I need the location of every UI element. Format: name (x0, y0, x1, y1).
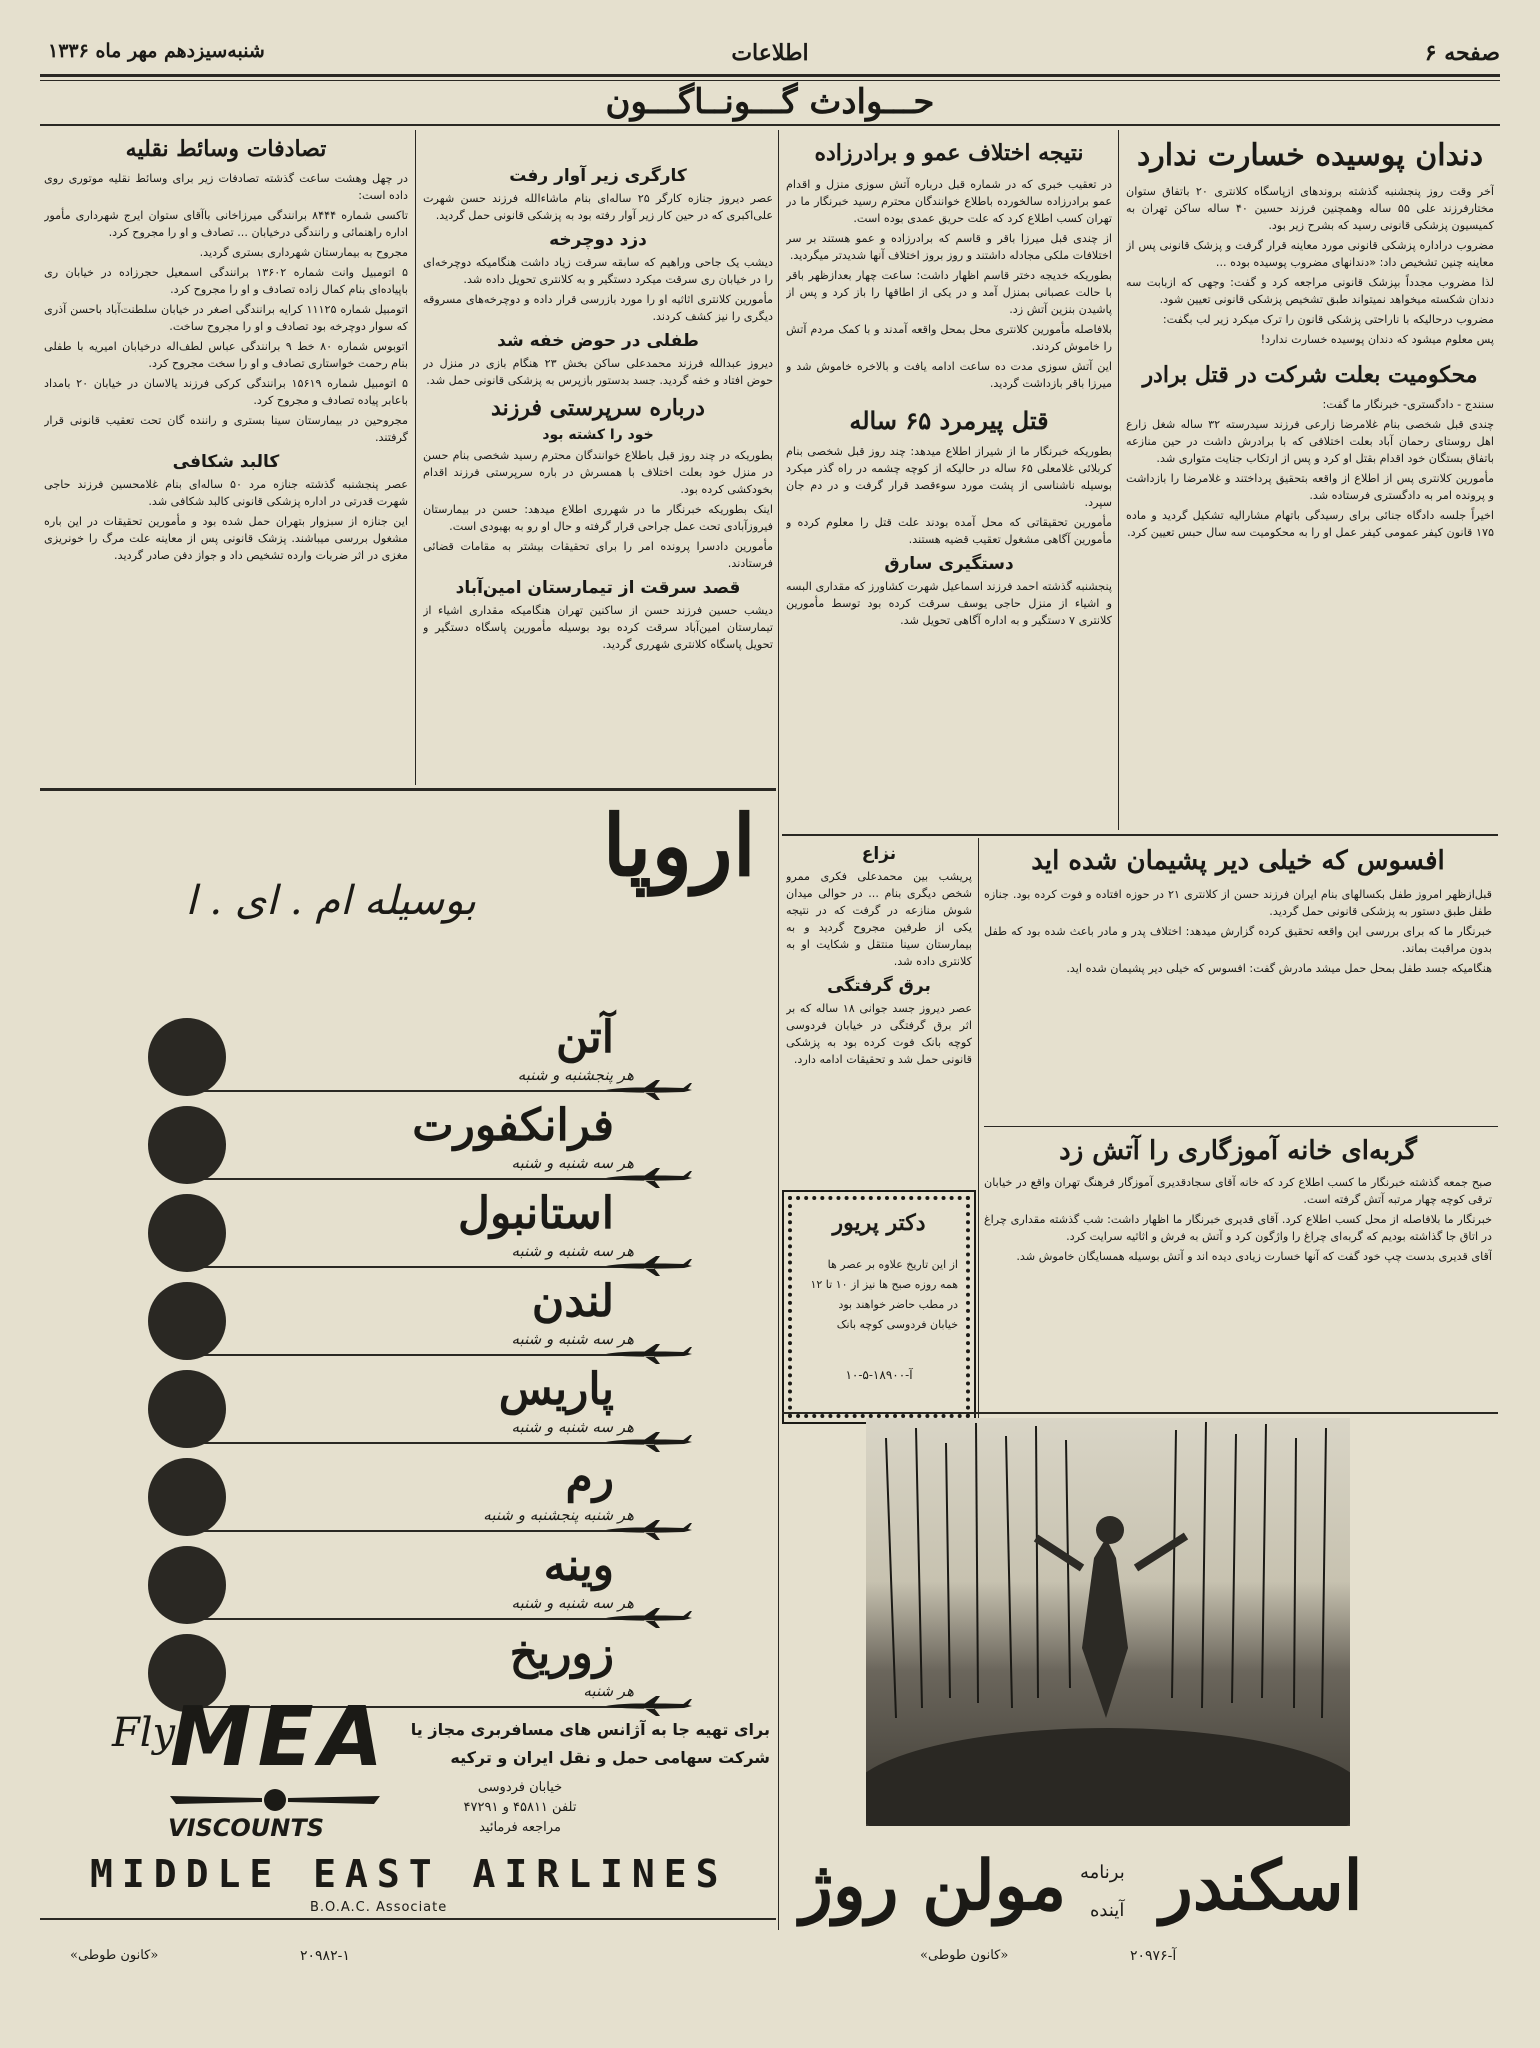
article-title-autopsy: کالبد شکافی (172, 452, 280, 472)
banner-rule (40, 124, 1500, 126)
ad-doctor (782, 1190, 976, 1424)
ad-code: ۲۰۹۸۲-۱ (300, 1948, 350, 1964)
city-days: هر سه شنبه و شنبه (511, 1330, 634, 1348)
ad-doctor-line: از این تاریخ علاوه بر عصر ها (827, 1258, 958, 1271)
article-paragraph: آقای قدیری بدست چپ خود گفت که آنها خسارت زیادی دیده اند و آتش بوسیله همسایگان خاموش شد. (1016, 1250, 1492, 1263)
city-name: آتن (556, 1012, 614, 1063)
article-paragraph: ۵ اتومبیل وانت شماره ۱۳۶۰۲ برانندگی اسمعیل حجرزاده در خیابان ری باپیاده‌ای بنام کمال زاده تصادف و او را مجروح کرد. (44, 266, 408, 296)
city-days: هر شنبه (583, 1682, 634, 1700)
column-accidents (44, 132, 408, 782)
section-rule (984, 1126, 1498, 1127)
film-agency: «کانون طوطی» (920, 1948, 1009, 1963)
article-title-quarrel: نزاع (861, 844, 897, 864)
article-title-arrest: دستگیری سارق (884, 554, 1014, 574)
article-paragraph: مأمورین تحقیقاتی که محل آمده بودند علت قتل را معلوم کرده و مأمورین آگاهی مشغول تعقیب قضیه هستند. (786, 516, 1112, 546)
film-program: برنامه (1080, 1862, 1125, 1883)
article-title-drowned: طفلی در حوض خفه شد (497, 331, 699, 351)
article-paragraph: هنگامیکه جسد طفل بمحل حمل میشد مادرش گفت: افسوس که خیلی دیر پشیمان شده اید. (1066, 962, 1492, 975)
article-title-lightning: برق گرفتگی (827, 976, 931, 996)
article-paragraph: در تعقیب خبری که در شماره قبل درباره آتش سوزی منزل و اقدام عمو برادرزاده سالخورده باطلاع خوانندگان محترم رسید خبرنگار ما در تهران کسب اطلاع کرد که علت حریق عمدی بوده است. (786, 178, 1112, 225)
city-landmark-icon (148, 1370, 226, 1448)
article-title-cat: گربه‌ای خانه آموزگاری را آتش زد (1059, 1136, 1417, 1166)
column-regret (984, 838, 1492, 1126)
city-days: هر شنبه پنجشنبه و شنبه (483, 1506, 634, 1524)
city-days: هر پنجشنبه و شنبه (517, 1066, 634, 1084)
city-name: استانبول (458, 1188, 614, 1239)
col-divider (778, 130, 779, 1930)
article-title-accidents: تصادفات وسائط نقلیه (125, 136, 327, 162)
article-paragraph: صبح جمعه گذشته خبرنگار ما کسب اطلاع کرد که خانه آقای سجادقدیری آموزگار فرهنگ تهران واقع در خیابان ترقی کوچه چهار مرتبه آتش گرفته است. (984, 1176, 1492, 1206)
ad-address: خیابان فردوسی (477, 1780, 563, 1795)
ad-doctor-code: آ-۱۸۹۰۰-۵-۱۰ (845, 1368, 913, 1382)
route-line (192, 1178, 649, 1180)
ad-bottom-rule (40, 1918, 776, 1920)
plane-icon (604, 1168, 694, 1188)
city-landmark-icon (148, 1546, 226, 1624)
film-title: اسکندر (1160, 1846, 1363, 1926)
article-paragraph: لذا مضروب مجدداً بپزشک قانونی مراجعه کرد و گفت: وجهی که ازبابت سه دندان شکسته میخواهد نمیتواند طبق تشخیص پزشکی قانونی تعیین شود. (1126, 276, 1494, 306)
ad-booking: برای تهیه جا به آژانس های مسافربری مجاز یا (410, 1720, 770, 1739)
city-name: فرانکفورت (412, 1100, 614, 1151)
city-landmark-icon (148, 1458, 226, 1536)
article-title-teeth: دندان پوسیده خسارت ندارد (1136, 138, 1484, 173)
plane-icon (604, 1696, 694, 1716)
city-name: لندن (531, 1276, 614, 1327)
article-paragraph: خبرنگار ما که برای بررسی این واقعه تحقیق کرده گزارش میدهد: اختلاف پدر و مادر باعث شده بود که طفل بدون مراقبت بماند. (984, 925, 1492, 955)
article-paragraph: اینک بطوریکه خبرنگار ما در شهرری اطلاع میدهد: حسن در بیمارستان فیروزآبادی تحت عمل جراحی قرار گرفته و حال او رو به بهبودی است. (423, 503, 773, 533)
city-name: زوریخ (509, 1628, 614, 1679)
article-paragraph: این آتش سوزی مدت ده ساعت ادامه یافت و بالاخره خاموش شد و میرزا باقر بازداشت گردید. (786, 360, 1112, 390)
ad-doctor-name: دکتر پریور (832, 1210, 926, 1236)
article-paragraph: بطوریکه خدیجه دختر قاسم اظهار داشت: ساعت چهار بعدازظهر باقر با حالت عصبانی بمنزل آمد و در یکی از اطاقها را باز کرد و پس از پاشیدن بنزین آتش زد. (786, 269, 1112, 316)
plane-icon (604, 1080, 694, 1100)
article-paragraph: مأمورین دادسرا پرونده امر را برای تحقیقات بیشتر به مقامات قضائی فرستادند. (423, 540, 773, 570)
city-days: هر سه شنبه و شنبه (511, 1242, 634, 1260)
column-uncle (786, 132, 1112, 832)
ad-doctor-line: خیابان فردوسی کوچه بانک (836, 1318, 958, 1331)
ad-doctor-line: همه روزه صبح ها نیز از ۱۰ تا ۱۲ (810, 1278, 958, 1291)
ad-agency: «کانون طوطی» (70, 1948, 159, 1963)
film-photo (866, 1418, 1350, 1826)
article-paragraph: عصر دیروز جسد جوانی ۱۸ ساله که بر اثر برق گرفتگی در خیابان فردوسی کوچه بانک فوت کرده بود به پزشکی قانونی حمل شد و تحقیقات ادامه دارد. (786, 1002, 972, 1066)
article-title-uncle: نتیجه اختلاف عمو و برادرزاده (814, 140, 1084, 166)
city-name: رم (565, 1452, 614, 1503)
article-title-brother: محکومیت بعلت شرکت در قتل برادر (1142, 362, 1478, 388)
article-paragraph: آخر وقت روز پنجشنبه گذشته بروندهای ازپاسگاه کلانتری ۲۰ باتفاق ستوان مختارفرزند علی ۵۵ ساله وهمچنین فرزند حسین ۴۰ ساله ساکن تهران به کمیسیون پزشکی قانونی رسید که بشرح زیر بود. (1126, 185, 1494, 232)
article-paragraph: بطوریکه خبرنگار ما از شیراز اطلاع میدهد: چند روز قبل شخصی بنام کربلائی غلامعلی ۶۵ ساله در حالیکه از کوچه چشمه در راه گذر میکرد بوسیله ناشناسی از پشت مورد سوءقصد قرار گرفت و در دم جان سپرد. (786, 445, 1112, 509)
spears-graphic (866, 1418, 1350, 1826)
plane-icon (604, 1432, 694, 1452)
mea-fly-text: Fly (112, 1710, 176, 1756)
route-line (192, 1354, 649, 1356)
ad-doctor-line: در مطب حاضر خواهند بود (838, 1298, 958, 1311)
mea-boac: B.O.A.C. Associate (310, 1900, 448, 1915)
banner-title: حـــوادث گـــونــاگـــون (605, 82, 935, 122)
ad-phone: تلفن ۴۵۸۱۱ و ۴۷۲۹۱ (463, 1800, 577, 1815)
cat-fire-article-visible (984, 1130, 1492, 1410)
article-subtitle-custody: خود را کشته بود (542, 427, 654, 443)
article-paragraph: مضروب درحالیکه با ناراحتی پزشکی قانون را ترک میکرد زیر لب بگفت: (1162, 313, 1494, 326)
article-paragraph: عصر پنجشنبه گذشته جنازه مرد ۵۰ ساله‌ای بنام غلامحسین فرزند حاجی شهرت قدرتی در اداره پزشکی قانونی کالبد شکافی شد. (44, 478, 408, 508)
article-title-worker: کارگری زیر آوار رفت (509, 166, 687, 186)
ad-refer: مراجعه فرمائید (479, 1820, 561, 1835)
article-paragraph: پنجشنبه گذشته احمد فرزند اسماعیل شهرت کشاورز که مقداری البسه و اشیاء از منزل حاجی یوسف سرقت کرده بود توسط مأمورین کلانتری ۷ دستگیر و به اداره آگاهی تحویل شد. (786, 580, 1112, 627)
ad-company: شرکت سهامی حمل و نقل ایران و ترکیه (450, 1748, 770, 1767)
city-days: هر سه شنبه و شنبه (511, 1418, 634, 1436)
column-teeth (1126, 132, 1494, 832)
article-paragraph: سنندج - دادگستری- خبرنگار ما گفت: (1322, 398, 1494, 411)
route-line (192, 1442, 649, 1444)
city-days: هر سه شنبه و شنبه (511, 1594, 634, 1612)
article-paragraph: بلافاصله مأمورین کلانتری محل بمحل واقعه آمدند و با کمک مردم آتش را خاموش کردند. (786, 323, 1112, 353)
plane-icon (604, 1344, 694, 1364)
article-paragraph: قبل‌ازظهر امروز طفل بکسالهای بنام ایران فرزند حسن از کلانتری ۲۱ در حوزه افتاده و فوت کرده بود. جنازه طفل طبق دستور به پزشکی قانونی حمل گردید. (984, 888, 1492, 918)
article-paragraph: اتومبیل شماره ۱۱۱۲۵ کرایه برانندگی اصغر در خیابان سلطنت‌آباد باحسن آذری که سوار دوچرخه بود تصادف و او را مجروح ساخت. (44, 303, 408, 333)
city-name: وینه (543, 1540, 614, 1591)
article-title-amin-abad: قصد سرقت از تیمارستان امین‌آباد (455, 578, 741, 598)
article-paragraph: مضروب دراداره پزشکی قانونی مورد معاینه قرار گرفت و پزشک قانونی پس از معاینه چنین تشخیص داد: «دندانهای مضروب پوسیده بوده ... (1126, 239, 1494, 269)
city-landmark-icon (148, 1282, 226, 1360)
article-paragraph: از چندی قبل میرزا باقر و قاسم که برادرزاده و عمو هستند بر سر اختلافات ملکی مجادله داشتند و روز بروز اختلاف آنها شدیدتر میگردید. (786, 232, 1112, 262)
article-paragraph: خبرنگار ما بلافاصله از محل کسب اطلاع کرد. آقای قدیری خبرنگار ما اظهار داشت: شب گذشته مقداری چراغ در اتاق جا گذاشته بودیم که گربه‌ای چراغ را واژگون کرد و آتش به فرش و اثاثیه سرایت کرد. (984, 1213, 1492, 1243)
article-paragraph: بطوریکه در چند روز قبل باطلاع خوانندگان محترم رسید شخصی بنام حسن در منزل خود بعلت اختلاف با همسرش در باره سرپرستی فرزند اقدام بخودکشی کرده بود. (423, 449, 773, 496)
route-line (192, 1090, 649, 1092)
film-cinema: مولن روژ (800, 1846, 1067, 1926)
article-title-bicycle: دزد دوچرخه (549, 230, 647, 250)
article-paragraph: اخیراً جلسه دادگاه جنائی برای رسیدگی باتهام مشارالیه تشکیل گردید و ماده ۱۷۵ قانون کیفر عمومی کیفر عمل او را به محکومیت سه سال حبس تعیین کرد. (1126, 509, 1494, 539)
route-line (192, 1530, 649, 1532)
issue-date: شنبه‌سیزدهم مهر ماه ۱۳۳۶ (48, 40, 265, 62)
article-paragraph: تاکسی شماره ۸۴۴۴ برانندگی میرزاخانی باآقای ستوان ایرج شهرداری مأمور اداره راهنمائی و رانندگی درخیابان ... تصادف و او را مجروح کرد. (44, 209, 408, 239)
col-divider (1118, 130, 1119, 830)
column-worker (423, 160, 773, 780)
header-rule-thin (40, 80, 1500, 81)
city-landmark-icon (148, 1194, 226, 1272)
city-landmark-icon (148, 1106, 226, 1184)
section-rule (782, 834, 1498, 836)
newspaper-name: اطلاعات (731, 40, 809, 66)
mea-viscounts: VISCOUNTS (168, 1814, 325, 1842)
article-paragraph: در چهل وهشت ساعت گذشته تصادفات زیر برای وسائط نقلیه موتوری روی داده است: (44, 172, 408, 202)
plane-icon (604, 1520, 694, 1540)
mea-wings-icon (170, 1786, 380, 1814)
article-title-custody: درباره سرپرستی فرزند (491, 395, 705, 421)
article-paragraph: پریشب بین محمدعلی فکری ممرو شخص دیگری بنام ... در حوالی میدان شوش منازعه در گرفت که در نتیجه یکی از طرفین مجروح گردید و به بیمارستان سینا منتقل و شکایت او به کلانتری داده شد. (786, 870, 972, 968)
plane-icon (604, 1256, 694, 1276)
article-paragraph: مأمورین کلانتری پس از اطلاع از واقعه بتحقیق پرداختند و غلامرضا را بازداشت و پرونده امر به دادگستری فرستاده شد. (1126, 472, 1494, 502)
ad-headline: اروپا (602, 796, 756, 895)
article-paragraph: اتوبوس شماره ۸۰ خط ۹ برانندگی عباس لطف‌اله درخیابان امیریه با طفلی بنام رحمت خواستاری تصادف و او را سخت مجروح کرد. (44, 340, 408, 370)
film-code: آ-۲۰۹۷۶ (1130, 1948, 1177, 1964)
article-paragraph: دیشب حسین فرزند حسن از ساکنین تهران هنگامیکه مقداری اشیاء از تیمارستان امین‌آباد سرقت کرده بود بوسیله مأمورین پاسگاه دستگیر و تحویل پاسگاه کلانتری شهرری گردید. (423, 604, 773, 651)
column-quarrel (786, 838, 972, 1188)
col-divider (415, 130, 416, 785)
mea-logo: MEA (170, 1690, 390, 1785)
article-paragraph: دیشب یک جاحی وراهیم که سابقه سرقت زیاد داشت هنگامیکه دوچرخه‌ای را در خیابان ری سرقت میکرد دستگیر و به کلانتری تحویل داده شد. (423, 256, 773, 286)
ad-subline: بوسیله ام . ای . ا (185, 878, 476, 924)
article-paragraph: مجروح به بیمارستان شهرداری بستری گردید. (199, 246, 408, 259)
article-paragraph: مجروحین در بیمارستان سینا بستری و راننده گان تحت تعقیب قانونی قرار گرفتند. (44, 414, 408, 444)
article-paragraph: عصر دیروز جنازه کارگر ۲۵ ساله‌ای بنام ماشاءالله فرزند حسن شهرت علی‌اکبری که در حین کار زیر آوار رفته بود به پزشکی قانونی حمل گردید. (423, 192, 773, 222)
header-rule (40, 74, 1500, 77)
city-days: هر سه شنبه و شنبه (511, 1154, 634, 1172)
route-line (192, 1266, 649, 1268)
article-paragraph: چندی قبل شخصی بنام غلامرضا زارعی فرزند سیدرسته ۳۲ ساله شغل زارع اهل روستای رحمان آباد بعلت اختلافی که با برادرش داشت در حین منازعه باتفاق بستگان خود اقدام بقتل او کرد و پس از ارتکاب جنایت متواری شد. (1126, 418, 1494, 465)
film-upcoming: آینده (1090, 1900, 1125, 1921)
city-name: پاریس (498, 1364, 614, 1415)
article-paragraph: دیروز عبدالله فرزند محمدعلی ساکن بخش ۲۳ هنگام بازی در منزل در حوض افتاد و خفه گردید. جسد بدستور بازپرس به پزشکی قانونی حمل شد. (423, 357, 773, 387)
article-paragraph: ۵ اتومبیل شماره ۱۵۶۱۹ برانندگی کرکی فرزند یالاسان در خیابان ۲۰ بامداد باعابر پیاده تصادف و مجروح کرد. (44, 377, 408, 407)
ad-divider (40, 788, 776, 791)
plane-icon (604, 1608, 694, 1628)
article-title-murder65: قتل پیرمرد ۶۵ ساله (849, 406, 1049, 435)
article-title-regret: افسوس که خیلی دیر پشیمان شده اید (1031, 846, 1445, 876)
article-paragraph: پس معلوم میشود که دندان پوسیده خسارت ندارد! (1260, 333, 1494, 346)
article-paragraph: این جنازه از سبزوار بتهران حمل شده بود و مأمورین تحقیقات در این باره مشغول بررسی میباشند. پزشک قانونی پس از معاینه علت مرگ را خونریزی مغزی در اثر ضربات وارده تشخیص داد و جواز دفن صادر گردید. (44, 515, 408, 562)
page-number: صفحه ۶ (1424, 40, 1500, 66)
route-line (192, 1618, 649, 1620)
section-rule (782, 1412, 1498, 1414)
mea-airline-name: MIDDLE EAST AIRLINES (90, 1852, 728, 1896)
article-paragraph: مأمورین کلانتری اثاثیه او را مورد بازرسی قرار داده و دوچرخه‌های مسروقه دیگری را نیز کشف کردند. (423, 293, 773, 323)
city-landmark-icon (148, 1018, 226, 1096)
